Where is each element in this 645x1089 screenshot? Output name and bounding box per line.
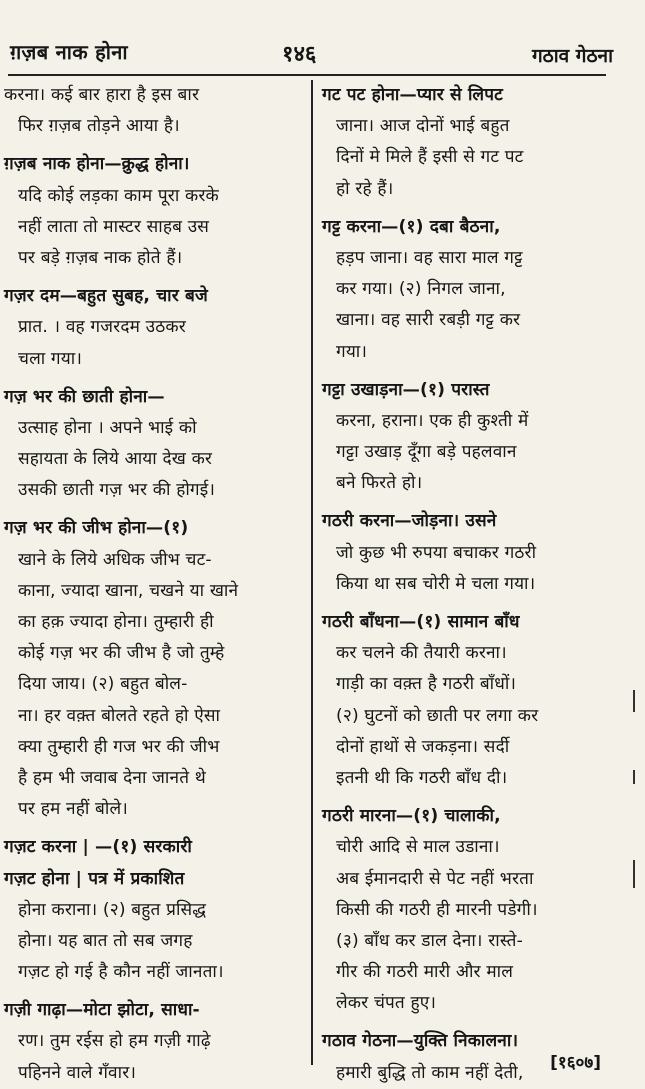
- right-entry-headword-line: गठरी मारना—(१) चालाकी,: [322, 806, 501, 827]
- left-text-line: सहायता के लिये आया देख कर: [18, 449, 213, 470]
- right-text-line: लेकर चंपत हुए।: [336, 993, 437, 1014]
- left-text-line: रण। तुम रईस हो हम गज़ी गाढ़े: [18, 1031, 211, 1052]
- left-text-line: उसकी छाती गज़ भर की होगई।: [18, 480, 216, 501]
- left-text-line: उत्साह होना । अपने भाई को: [18, 417, 197, 438]
- right-text-line: (३) बाँध कर डाल देना। रास्ते-: [336, 930, 523, 951]
- margin-mark: [633, 690, 635, 712]
- left-text-line: कोई गज़ भर की जीभ है जो तुम्हे: [18, 643, 225, 664]
- right-text-line: खाना। वह सारी रबड़ी गट्ट कर: [336, 310, 521, 331]
- left-text-line: होना कराना। (२) बहुत प्रसिद्ध: [18, 899, 207, 920]
- left-text-line: दिया जाय। (२) बहुत बोल-: [18, 674, 188, 695]
- right-entry-headword-line: गट पट होना—प्यार से लिपट: [322, 85, 503, 105]
- header-right-headword: गठाव गेठना: [531, 45, 613, 67]
- left-text-line: ना। हर वक़्त बोलते रहते हो ऐसा: [18, 705, 221, 726]
- right-entry-headword-line: गठरी बाँधना—(१) सामान बाँध: [322, 612, 520, 632]
- right-text-line: गाड़ी का वक़्त है गठरी बाँधों।: [336, 674, 517, 695]
- left-entry-headword-line: गज़ी गाढ़ा—मोटा झोटा, साधा-: [4, 1000, 200, 1021]
- left-text-line: प्रात. । वह गजरदम उठकर: [18, 317, 186, 338]
- right-text-line: कर गया। (२) निगल जाना,: [336, 279, 506, 300]
- right-text-line: किसी की गठरी ही मारनी पडेगी।: [336, 899, 538, 920]
- right-entry-headword-line: गट्टा उखाड़ना—(१) परास्त: [322, 379, 490, 400]
- left-entry-headword-line: गज़ भर की जीभ होना—(१): [4, 518, 189, 539]
- right-entry-headword-line: गट्ट करना—(१) दबा बैठना,: [322, 216, 501, 237]
- right-text-line: हड़प जाना। वह सारा माल गट्ट: [336, 247, 523, 268]
- left-text-line: नहीं लाता तो मास्टर साहब उस: [18, 216, 210, 237]
- right-text-line: गट्टा उखाड़ दूँगा बड़े पहलवान: [336, 442, 517, 463]
- right-entry-headword-line: गठाव गेठना—युक्ति निकालना।: [322, 1031, 519, 1052]
- right-text-line: चोरी आदि से माल उडाना।: [336, 837, 500, 858]
- left-text-line: चला गया।: [18, 348, 82, 369]
- right-text-line: कर चलने की तैयारी करना।: [336, 643, 507, 664]
- right-text-line: गया।: [336, 341, 368, 362]
- right-text-line: गीर की गठरी मारी और माल: [336, 962, 514, 983]
- left-column: [4, 80, 302, 1083]
- page-number: १४६: [282, 42, 317, 67]
- right-text-line: किया था सब चोरी मे चला गया।: [336, 573, 536, 594]
- right-text-line: इतनी थी कि गठरी बाँध दी।: [336, 767, 508, 788]
- right-column: [322, 80, 604, 1083]
- column-divider: [311, 80, 313, 1065]
- header-rule: [8, 74, 606, 76]
- left-text-line: पहिनने वाले गँवार।: [18, 1062, 137, 1083]
- left-entry-headword-line: गज़र दम—बहुत सुबह, चार बजे: [4, 286, 208, 307]
- header-left-headword: ग़ज़ब नाक होना: [10, 40, 128, 64]
- right-text-line: अब ईमानदारी से पेट नहीं भरता: [336, 868, 534, 889]
- margin-mark: [633, 860, 635, 888]
- right-text-line: (२) घुटनों को छाती पर लगा कर: [336, 705, 539, 726]
- right-text-line: बने फिरते हो।: [336, 473, 423, 494]
- left-entry-headword-line: ग़ज़ब नाक होना—क्रुद्ध होना।: [4, 154, 190, 175]
- right-text-line: दिनों मे मिले हैं इसी से गट पट: [336, 147, 524, 168]
- left-text-line: काना, ज्यादा खाना, चखने या खाने: [18, 580, 239, 601]
- footer-number: [१६०७]: [550, 1053, 601, 1073]
- right-text-line: हो रहे हैं।: [336, 178, 394, 199]
- left-entry-headword-line: गज़ट करना | —(१) सरकारी: [4, 837, 192, 858]
- left-text-line: फिर ग़ज़ब तोड़ने आया है।: [18, 116, 180, 137]
- right-text-line: दोनों हाथों से जकड़ना। सर्दी: [336, 736, 510, 757]
- left-text-line: पर हम नहीं बोले।: [18, 799, 128, 820]
- left-text-line: क्या तुम्हारी ही गज भर की जीभ: [18, 736, 220, 757]
- margin-mark: [633, 770, 635, 784]
- left-text-line: करना। कई बार हारा है इस बार: [4, 85, 200, 105]
- right-entry-headword-line: गठरी करना—जोड़ना। उसने: [322, 511, 497, 532]
- left-entry-headword-line: गज़ट होना | पत्र में प्रकाशित: [4, 868, 185, 889]
- left-text-line: का हक़ ज्यादा होना। तुम्हारी ही: [18, 612, 214, 632]
- left-text-line: यदि कोई लड़का काम पूरा करके: [18, 185, 219, 206]
- page-header: [0, 0, 645, 76]
- left-entry-headword-line: गज़ भर की छाती होना—: [4, 386, 165, 407]
- right-text-line: हमारी बुद्धि तो काम नहीं देती,: [336, 1062, 524, 1083]
- left-text-line: पर बड़े ग़ज़ब नाक होते हैं।: [18, 247, 183, 268]
- left-text-line: है हम भी जवाब देना जानते थे: [18, 767, 206, 788]
- right-text-line: करना, हराना। एक ही कुश्ती में: [336, 410, 529, 431]
- right-text-line: जाना। आज दोनों भाई बहुत: [336, 116, 510, 137]
- left-text-line: गज़ट हो गई है कौन नहीं जानता।: [18, 962, 224, 983]
- left-text-line: होना। यह बात तो सब जगह: [18, 930, 193, 951]
- right-text-line: जो कुछ भी रुपया बचाकर गठरी: [336, 542, 537, 563]
- left-text-line: खाने के लिये अधिक जीभ चट-: [18, 549, 212, 570]
